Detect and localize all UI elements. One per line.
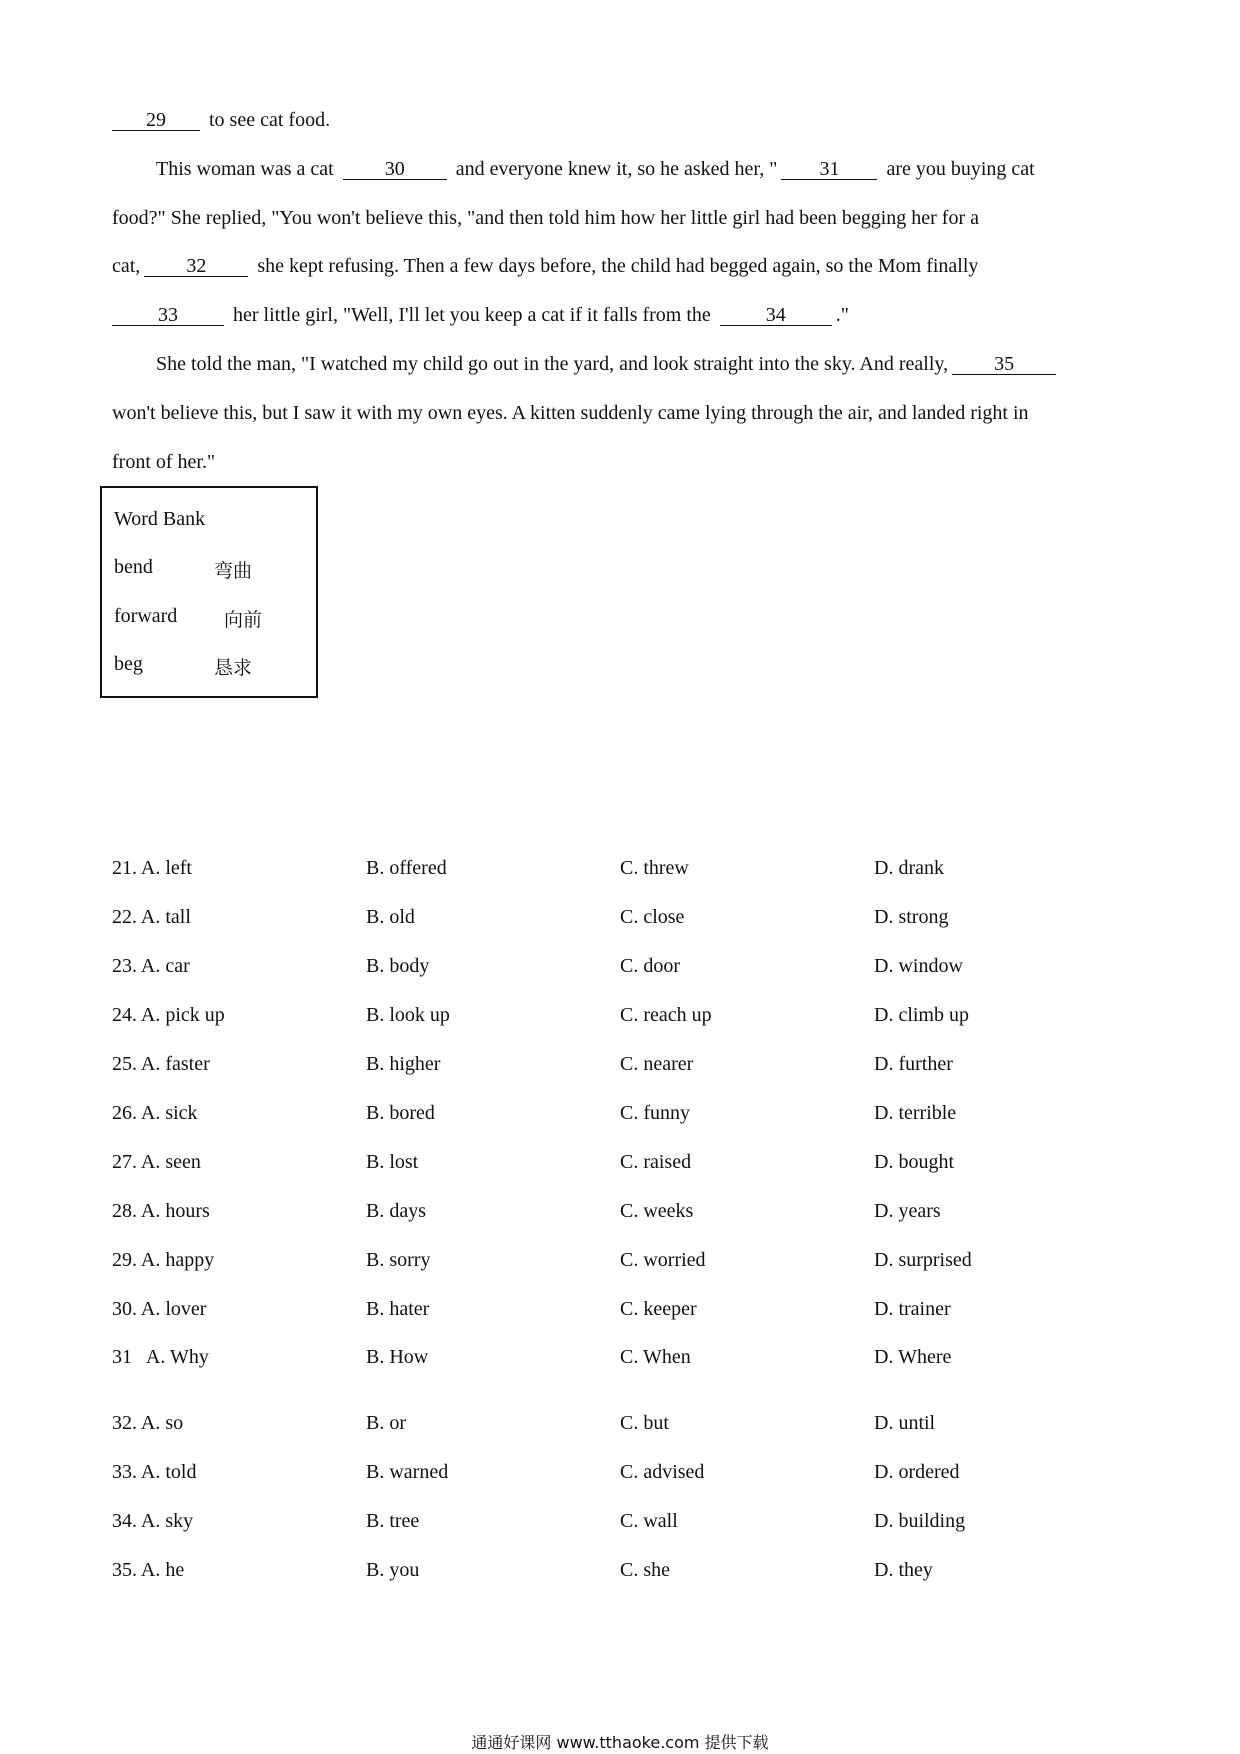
word-bank-chinese: 弯曲 (214, 560, 253, 582)
option-a: 35. A. he (112, 1559, 185, 1581)
option-a: 25. A. faster (112, 1053, 210, 1075)
option-d: D. ordered (874, 1461, 960, 1483)
passage-text: she kept refusing. Then a few days before, the child had begged again, so the Mom finally (257, 255, 979, 277)
option-c: C. wall (620, 1510, 678, 1532)
option-c: C. nearer (620, 1053, 694, 1075)
passage-line-8 (112, 450, 215, 474)
option-a: 30. A. lover (112, 1298, 207, 1320)
option-c: C. door (620, 955, 680, 977)
option-d: D. they (874, 1559, 933, 1581)
passage-text: and everyone knew it, so he asked her, " (455, 158, 778, 180)
option-a: 21. A. left (112, 857, 192, 879)
option-b: B. higher (366, 1053, 441, 1075)
passage-line-1 (112, 108, 330, 132)
option-a: 34. A. sky (112, 1510, 194, 1532)
option-c: C. but (620, 1412, 669, 1434)
blank-35: 35 (952, 354, 1056, 375)
option-d: D. trainer (874, 1298, 951, 1320)
option-a: 24. A. pick up (112, 1004, 225, 1026)
passage-line-3 (112, 206, 979, 230)
option-c: C. she (620, 1559, 670, 1581)
blank-29: 29 (112, 110, 200, 131)
word-bank-item (114, 605, 177, 628)
passage-text: are you buying cat (886, 158, 1035, 180)
word-bank-english: forward (114, 605, 178, 627)
passage-line-6 (156, 352, 1060, 376)
word-bank-chinese: 向前 (224, 609, 263, 631)
blank-30: 30 (343, 159, 447, 180)
option-b: B. tree (366, 1510, 420, 1532)
option-a: 31 A. Why (112, 1346, 209, 1368)
option-a: 22. A. tall (112, 906, 191, 928)
passage-line-7 (112, 401, 1029, 425)
option-b: B. hater (366, 1298, 430, 1320)
option-b: B. or (366, 1412, 406, 1434)
option-d: D. window (874, 955, 963, 977)
option-c: C. threw (620, 857, 689, 879)
option-a: 29. A. happy (112, 1249, 215, 1271)
option-b: B. you (366, 1559, 420, 1581)
option-b: B. How (366, 1346, 429, 1368)
option-d: D. bought (874, 1151, 954, 1173)
option-a: 33. A. told (112, 1461, 197, 1483)
option-b: B. look up (366, 1004, 450, 1026)
option-b: B. days (366, 1200, 426, 1222)
option-a: 23. A. car (112, 955, 190, 977)
option-d: D. strong (874, 906, 949, 928)
option-d: D. climb up (874, 1004, 969, 1026)
word-bank-title: Word Bank (114, 508, 206, 530)
passage-text: won't believe this, but I saw it with my own eyes. A kitten suddenly came lying through the air, and landed right in (112, 402, 1029, 424)
passage-text: She told the man, "I watched my child go out in the yard, and look straight into the sky. And really, (156, 353, 949, 375)
passage-text: ." (835, 304, 849, 326)
option-d: D. further (874, 1053, 953, 1075)
option-c: C. weeks (620, 1200, 694, 1222)
option-d: D. Where (874, 1346, 952, 1368)
passage-line-4 (112, 254, 978, 278)
word-bank-english: bend (114, 556, 153, 578)
word-bank-item (114, 556, 153, 579)
page-footer: 通通好课网 www.tthaoke.com 提供下载 (471, 1733, 769, 1752)
option-c: C. reach up (620, 1004, 712, 1026)
option-c: C. worried (620, 1249, 706, 1271)
passage-text: her little girl, "Well, I'll let you keep a cat if it falls from the (233, 304, 711, 326)
option-b: B. bored (366, 1102, 435, 1124)
passage-line-2 (156, 157, 1035, 181)
blank-33: 33 (112, 305, 224, 326)
option-b: B. body (366, 955, 430, 977)
passage-text: food?" She replied, "You won't believe this, "and then told him how her little girl had been begging her for a (112, 207, 979, 229)
blank-34: 34 (720, 305, 832, 326)
word-bank-english: beg (114, 653, 143, 675)
passage-text: front of her." (112, 451, 216, 473)
passage-text: cat, (112, 255, 141, 277)
option-b: B. old (366, 906, 415, 928)
option-b: B. sorry (366, 1249, 431, 1271)
word-bank-item (114, 653, 143, 676)
option-a: 32. A. so (112, 1412, 184, 1434)
option-b: B. offered (366, 857, 447, 879)
option-b: B. lost (366, 1151, 419, 1173)
option-b: B. warned (366, 1461, 449, 1483)
passage-text: to see cat food. (209, 109, 331, 131)
option-a: 28. A. hours (112, 1200, 210, 1222)
option-d: D. terrible (874, 1102, 957, 1124)
option-c: C. raised (620, 1151, 692, 1173)
option-a: 27. A. seen (112, 1151, 201, 1173)
word-bank-chinese: 恳求 (214, 657, 253, 679)
option-c: C. funny (620, 1102, 690, 1124)
option-a: 26. A. sick (112, 1102, 198, 1124)
option-d: D. drank (874, 857, 944, 879)
passage-line-5 (112, 303, 849, 327)
option-c: C. advised (620, 1461, 705, 1483)
blank-32: 32 (144, 256, 248, 277)
option-d: D. years (874, 1200, 941, 1222)
passage-text: This woman was a cat (156, 158, 334, 180)
blank-31: 31 (781, 159, 877, 180)
word-bank-box (100, 486, 318, 698)
option-d: D. until (874, 1412, 936, 1434)
option-c: C. When (620, 1346, 691, 1368)
option-c: C. keeper (620, 1298, 697, 1320)
option-c: C. close (620, 906, 685, 928)
option-d: D. building (874, 1510, 966, 1532)
option-d: D. surprised (874, 1249, 972, 1271)
